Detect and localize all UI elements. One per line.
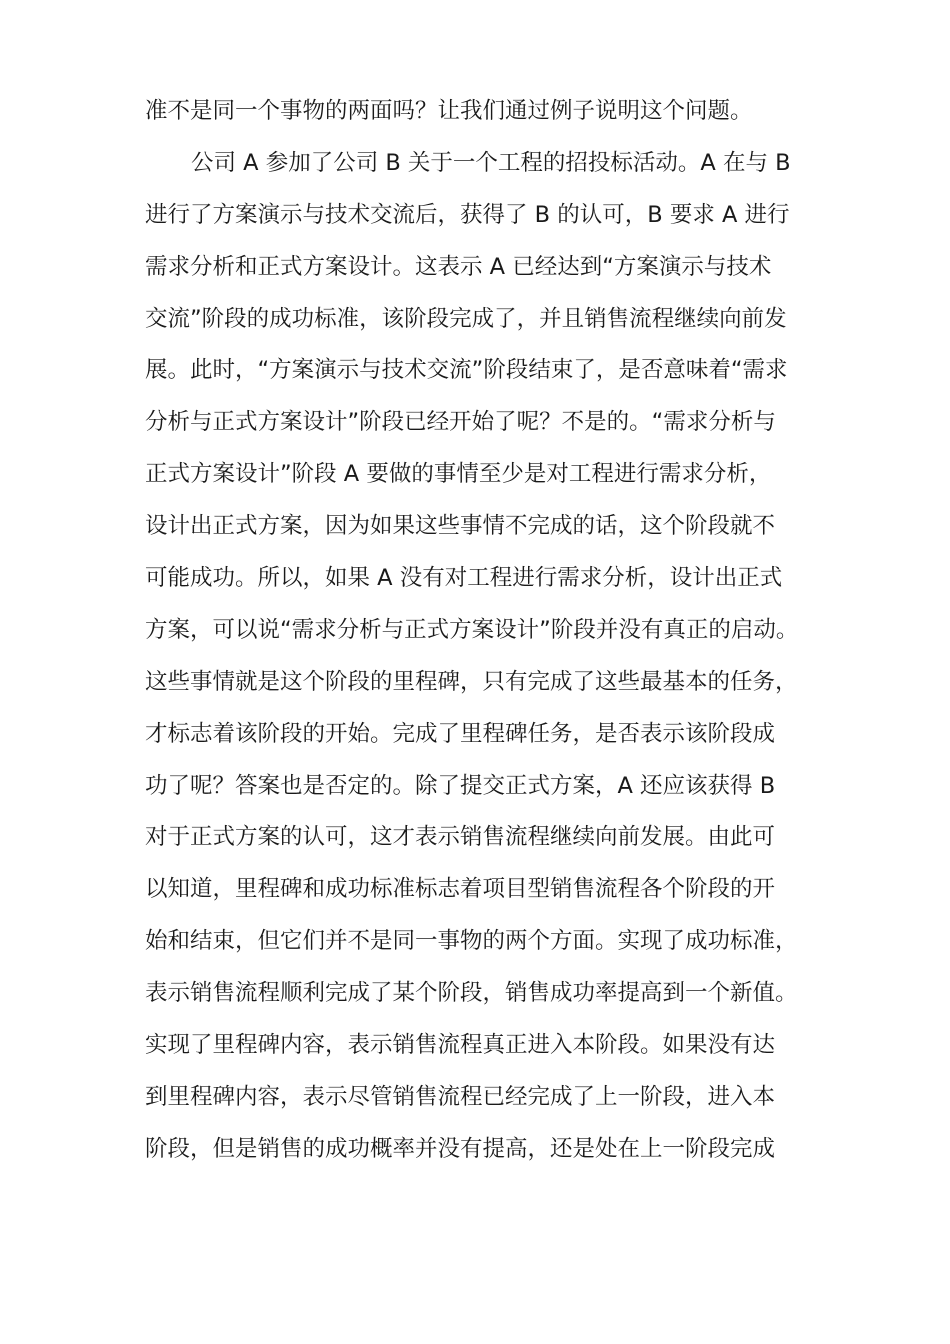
text-line: 分析与正式方案设计”阶段已经开始了呢？不是的。“需求分析与 — [145, 409, 776, 436]
text-line: 设计出正式方案，因为如果这些事情不完成的话，这个阶段就不 — [145, 513, 776, 540]
text-line: 展。此时，“方案演示与技术交流”阶段结束了，是否意味着“需求 — [145, 357, 788, 384]
text-line: 方案，可以说“需求分析与正式方案设计”阶段并没有真正的启动。 — [145, 616, 799, 643]
text-line: 这些事情就是这个阶段的里程碑，只有完成了这些最基本的任务， — [145, 668, 798, 695]
body-text — [145, 86, 845, 1176]
text-line: 才标志着该阶段的开始。完成了里程碑任务，是否表示该阶段成 — [145, 720, 776, 747]
text-line: 到里程碑内容，表示尽管销售流程已经完成了上一阶段，进入本 — [145, 1083, 776, 1110]
text-line: 进行了方案演示与技术交流后，获得了 B 的认可，B 要求 A 进行 — [145, 201, 790, 228]
text-line: 以知道，里程碑和成功标准标志着项目型销售流程各个阶段的开 — [145, 876, 776, 903]
text-line: 阶段，但是销售的成功概率并没有提高，还是处在上一阶段完成 — [145, 1135, 776, 1162]
text-line: 交流”阶段的成功标准，该阶段完成了，并且销售流程继续向前发 — [145, 305, 787, 332]
text-line: 需求分析和正式方案设计。这表示 A 已经达到“方案演示与技术 — [145, 253, 772, 280]
text-line: 准不是同一个事物的两面吗？让我们通过例子说明这个问题。 — [145, 98, 753, 124]
text-line: 可能成功。所以，如果 A 没有对工程进行需求分析，设计出正式 — [145, 565, 783, 592]
text-line: 功了呢？答案也是否定的。除了提交正式方案，A 还应该获得 B — [145, 772, 776, 799]
text-line: 始和结束，但它们并不是同一事物的两个方面。实现了成功标准， — [145, 928, 798, 955]
text-line: 表示销售流程顺利完成了某个阶段，销售成功率提高到一个新值。 — [145, 980, 798, 1007]
text-line: 实现了里程碑内容，表示销售流程真正进入本阶段。如果没有达 — [145, 1032, 776, 1059]
text-line: 正式方案设计”阶段 A 要做的事情至少是对工程进行需求分析， — [145, 461, 772, 488]
paragraph-first-line: 公司 A 参加了公司 B 关于一个工程的招投标活动。A 在与 B — [191, 149, 791, 176]
text-line: 对于正式方案的认可，这才表示销售流程继续向前发展。由此可 — [145, 824, 776, 851]
